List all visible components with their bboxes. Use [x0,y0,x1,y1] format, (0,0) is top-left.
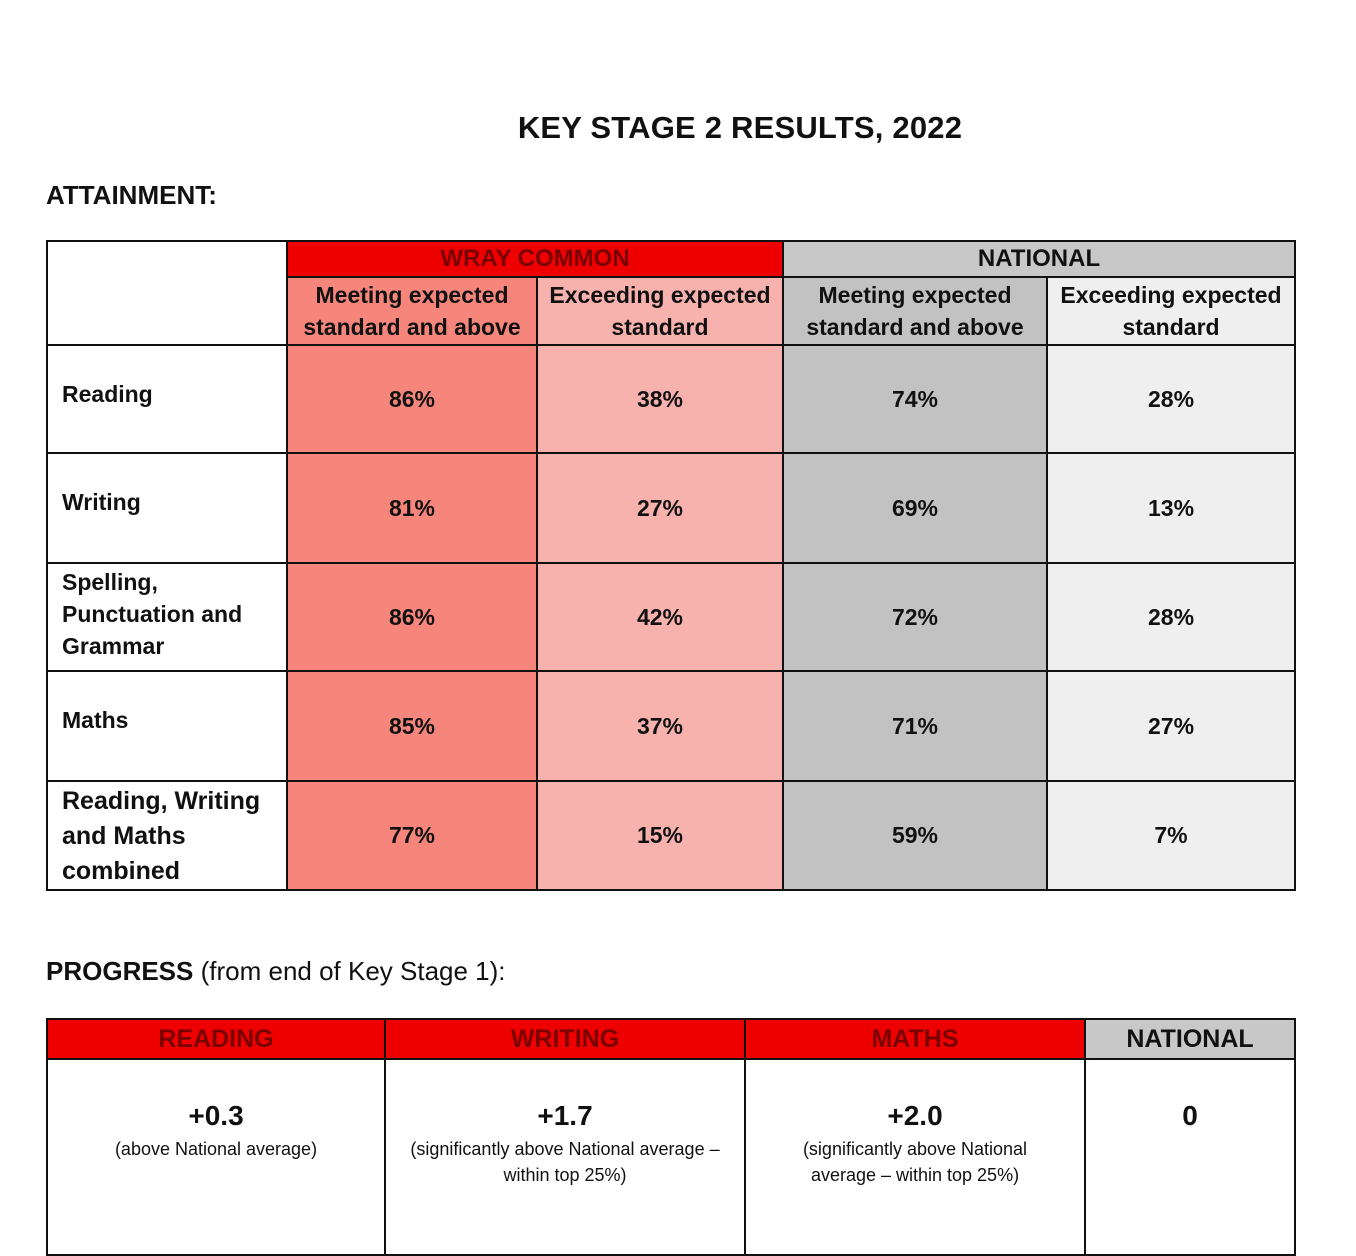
row-label [47,345,287,453]
progress-note: (significantly above National average – within top 25%) [410,1139,720,1185]
row-label [47,563,287,671]
value-cell: 81% [287,453,537,563]
value-cell: 86% [287,563,537,671]
attainment-heading: ATTAINMENT: [46,180,217,210]
value-cell: 74% [783,345,1047,453]
table-row [47,345,1295,453]
row-label [47,781,287,890]
value-cell: 42% [537,563,783,671]
row-label [47,453,287,563]
value-cell: 38% [537,345,783,453]
page-title: KEY STAGE 2 RESULTS, 2022 [517,110,963,145]
value-cell: 15% [537,781,783,890]
progress-note: (significantly above National average – within top 25%) [802,1139,1028,1185]
value-cell: 13% [1047,453,1295,563]
progress-value: 0 [1182,1100,1198,1131]
value-cell: 28% [1047,345,1295,453]
progress-note: (above National average) [114,1139,318,1159]
value-cell: 69% [783,453,1047,563]
value-cell: 85% [287,671,537,781]
progress-value: +2.0 [887,1100,943,1131]
progress-heading-rest: (from end of Key Stage 1): [193,956,506,986]
progress-value: +0.3 [188,1100,244,1131]
value-cell: 59% [783,781,1047,890]
value-cell: 72% [783,563,1047,671]
table-row [47,671,1295,781]
progress-cell-national [1085,1059,1295,1255]
value-cell: 27% [1047,671,1295,781]
progress-cell-writing [385,1059,745,1255]
value-cell: 28% [1047,563,1295,671]
progress-table [46,1018,1296,1256]
value-cell: 27% [537,453,783,563]
subheader-national-exceeding: Exceeding expected standard [1047,277,1295,345]
row-label [47,671,287,781]
group-header-wray: WRAY COMMON [287,241,783,277]
corner-cell [47,241,287,345]
progress-header-writing: WRITING [385,1019,745,1059]
progress-heading-bold: PROGRESS [46,956,194,986]
row-label-text: Spelling, Punctuation and Grammar [62,569,243,659]
row-label-text: Reading, Writing and Maths combined [62,787,261,885]
subheader-wray-exceeding: Exceeding expected standard [537,277,783,345]
subheader-national-meeting: Meeting expected standard and above [783,277,1047,345]
value-cell: 77% [287,781,537,890]
progress-heading [46,956,506,987]
progress-value: +1.7 [537,1100,593,1131]
value-cell: 7% [1047,781,1295,890]
subheader-wray-meeting: Meeting expected standard and above [287,277,537,345]
table-row [47,563,1295,671]
table-row [47,781,1295,890]
row-label-text: Reading [62,381,153,407]
table-row [47,453,1295,563]
progress-header-maths: MATHS [745,1019,1085,1059]
group-header-national: NATIONAL [783,241,1295,277]
progress-cell-maths [745,1059,1085,1255]
progress-cell-reading [47,1059,385,1255]
row-label-text: Writing [62,489,141,515]
attainment-table [46,240,1296,891]
progress-header-reading: READING [47,1019,385,1059]
row-label-text: Maths [62,707,129,733]
value-cell: 71% [783,671,1047,781]
value-cell: 86% [287,345,537,453]
progress-header-national: NATIONAL [1085,1019,1295,1059]
value-cell: 37% [537,671,783,781]
